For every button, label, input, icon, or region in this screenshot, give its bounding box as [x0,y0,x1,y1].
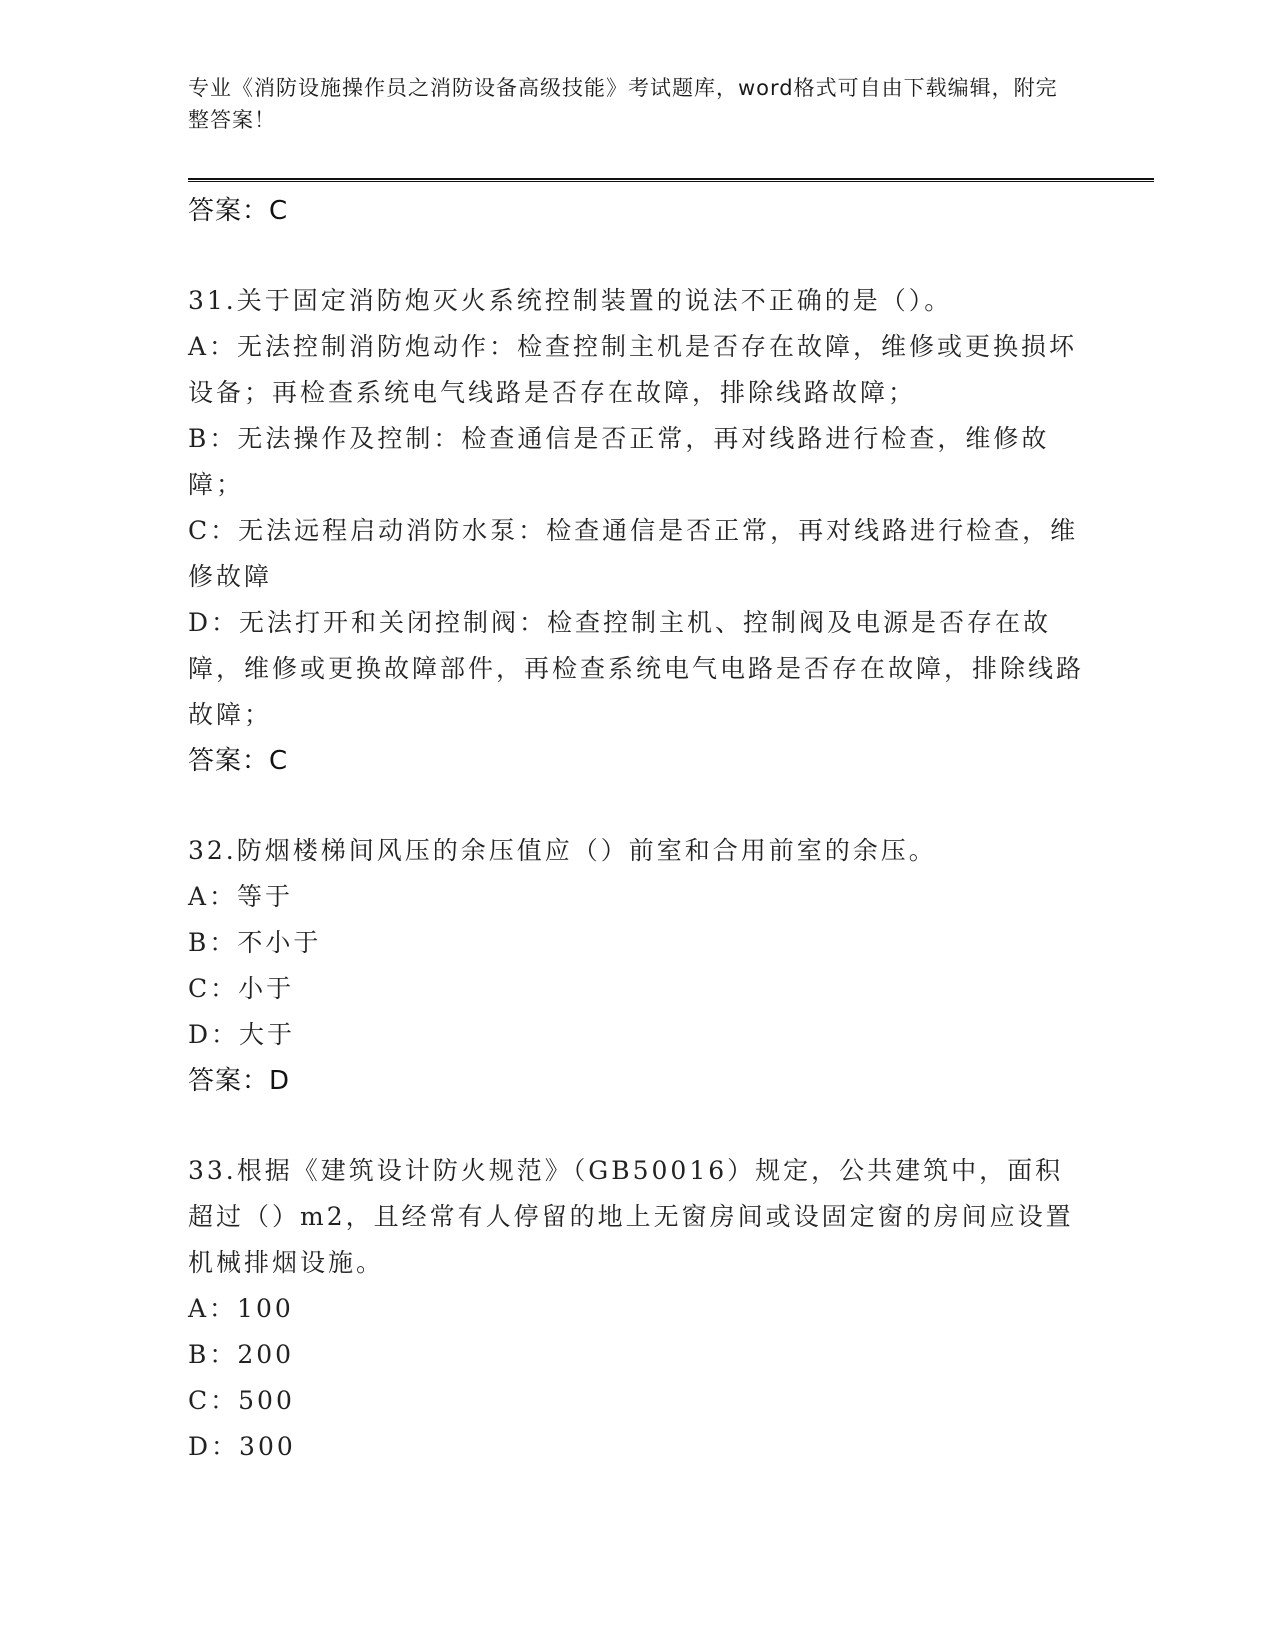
option-d: D：无法打开和关闭控制阀：检查控制主机、控制阀及电源是否存在故障，维修或更换故障部件，再检查系统电气电路是否存在故障，排除线路故障； [188,608,1085,729]
spacer [188,1104,1088,1148]
question-text: 33.根据《建筑设计防火规范》（GB50016）规定，公共建筑中，面积超过（）m2，且经常有人停留的地上无窗房间或设固定窗的房间应设置机械排烟设施。 [188,1156,1074,1277]
answer-line: 答案：C [188,746,289,776]
option-d: D：300 [188,1432,296,1461]
document-header: 专业《消防设施操作员之消防设备高级技能》考试题库，word格式可自由下载编辑，附完整答案！ [188,76,1058,132]
answer-line: 答案：D [188,1066,291,1096]
option-c: C：无法远程启动消防水泵：检查通信是否正常，再对线路进行检查，维修故障 [188,516,1079,591]
question-block [188,278,1088,784]
header-divider [188,178,1154,182]
question-block [188,828,1088,1104]
question-list [188,188,1088,1470]
spacer [188,234,1088,278]
option-b: B：无法操作及控制：检查通信是否正常，再对线路进行检查，维修故障； [188,424,1050,499]
option-b: B：200 [188,1340,295,1369]
answer-line: 答案：C [188,196,289,226]
question-text: 31.关于固定消防炮灭火系统控制装置的说法不正确的是（）。 [188,286,953,315]
option-c: C：小于 [188,974,295,1003]
option-a: A：无法控制消防炮动作：检查控制主机是否存在故障，维修或更换损坏设备；再检查系统电气线路是否存在故障，排除线路故障； [188,332,1078,407]
spacer [188,784,1088,828]
question-block [188,1148,1088,1470]
option-d: D：大于 [188,1020,296,1049]
question-text: 32.防烟楼梯间风压的余压值应（）前室和合用前室的余压。 [188,836,937,865]
option-a: A：等于 [188,882,294,911]
option-a: A：100 [188,1294,294,1323]
option-b: B：不小于 [188,928,322,957]
option-c: C：500 [188,1386,295,1415]
